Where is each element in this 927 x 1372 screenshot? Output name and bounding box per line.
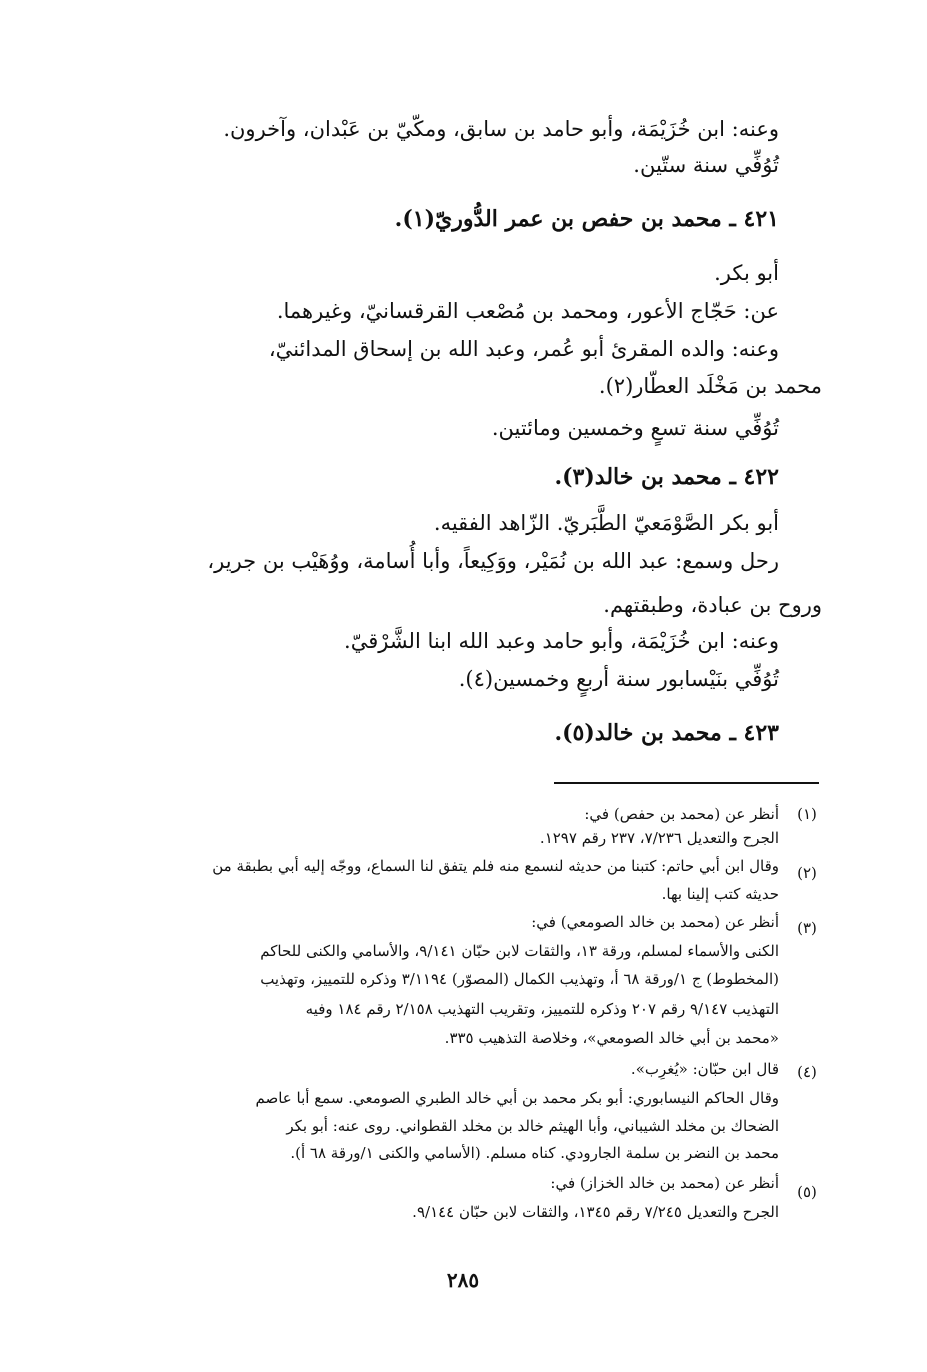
- footnote-line: الكنى والأسماء لمسلم، ورقة ١٣، والثقات لابن حبّان ٩/١٤١، والأسامي والكنى للحاكم: [260, 942, 779, 960]
- footnote-line: (المخطوط) ج ١/ورقة ٦٨ أ، وتهذيب الكمال (المصوّر) ٣/١١٩٤ وذكره للتمييز، وتهذيب: [260, 970, 779, 988]
- footnote-line: محمد بن النضر بن سلمة الجارودي. كناه مسلم. (الأسامي والكنى ١/ورقة ٦٨ أ).: [290, 1144, 779, 1162]
- body-line: تُوُفِّي سنة ستّين.: [633, 153, 779, 177]
- body-line: تُوُفِّي بنَيْسابور سنة أربعٍ وخمسين(٤).: [458, 667, 779, 691]
- body-line: محمد بن مَخْلَد العطّار(٢).: [598, 374, 822, 398]
- footnote-number: (٣): [797, 919, 817, 937]
- body-line: أبو بكر الصَّوْمَعيّ الطَّبَريّ. الزّاهد الفقيه.: [433, 511, 779, 535]
- footnote-line: الجرح والتعديل ٧/٢٣٦، ٢٣٧ رقم ١٢٩٧.: [539, 829, 779, 847]
- footnote-number: (٥): [797, 1183, 817, 1201]
- footnote-line: «محمد بن أبي خالد الصومعي»، وخلاصة التذهيب ٣٣٥.: [444, 1029, 779, 1047]
- footnote-line: حديثه كتب إلينا بها.: [661, 885, 779, 903]
- footnote-line: الضحاك بن مخلد الشيباني، وأبا الهيثم خالد بن مخلد القطواني. روى عنه: أبو بكر: [286, 1117, 779, 1135]
- footnote-number: (٤): [797, 1063, 817, 1081]
- footnote-number: (١): [797, 805, 817, 823]
- footnote-line: التهذيب ٩/١٤٧ رقم ٢٠٧ وذكره للتمييز، وتقريب التهذيب ٢/١٥٨ رقم ١٨٤ وفيه: [305, 1000, 779, 1018]
- footnote-line: وقال الحاكم النيسابوري: أبو بكر محمد بن أبي خالد الطبري الصومعي. سمع أبا عاصم: [255, 1089, 779, 1107]
- body-line: وعنه: والده المقرئ أبو عُمر، وعبد الله بن إسحاق المدائنيّ،: [268, 337, 779, 361]
- body-line: رحل وسمع: عبد الله بن نُمَيْر، ووَكِيعاً، وأبا أُسامة، ووُهَيْب بن جرير،: [207, 549, 779, 573]
- body-line: أبو بكر.: [714, 261, 779, 285]
- entry-heading-421: ٤٢١ ـ محمد بن حفص بن عمر الدُّوريّ(١).: [394, 206, 779, 232]
- footnote-line: أنظر عن (محمد بن خالد الصومعي) في:: [531, 913, 779, 931]
- entry-heading-423: ٤٢٣ ـ محمد بن خالد(٥).: [554, 720, 779, 746]
- body-line: وعنه: ابن خُزَيْمَة، وأبو حامد وعبد الله ابنا الشَّرْقيّ.: [344, 629, 779, 653]
- body-line: وعنه: ابن خُزَيْمَة، وأبو حامد بن سابق، ومكّيّ بن عَبْدان، وآخرون.: [223, 117, 779, 141]
- page-number: ٢٨٥: [446, 1268, 480, 1292]
- footnote-line: الجرح والتعديل ٧/٢٤٥ رقم ١٣٤٥، والثقات لابن حبّان ٩/١٤٤.: [412, 1203, 779, 1221]
- footnote-separator: [554, 782, 819, 784]
- footnote-line: أنظر عن (محمد بن خالد الخزاز) في:: [550, 1174, 779, 1192]
- footnote-line: قال ابن حبّان: «يُغرِب».: [630, 1060, 779, 1078]
- body-line: وروح بن عبادة، وطبقتهم.: [603, 593, 822, 617]
- footnote-number: (٢): [797, 864, 817, 882]
- footnote-line: وقال ابن أبي حاتم: كتبنا من حديثه لنسمع منه فلم يتفق لنا السماع، ووجّه إليه أبي بطبقة من: [212, 857, 779, 875]
- body-line: تُوُفِّي سنة تسعٍ وخمسين ومائتين.: [491, 416, 779, 440]
- footnote-line: أنظر عن (محمد بن حفص) في:: [584, 805, 779, 823]
- entry-heading-422: ٤٢٢ ـ محمد بن خالد(٣).: [554, 464, 779, 490]
- body-line: عن: حَجّاج الأعور، ومحمد بن مُصْعب القرقسانيّ، وغيرهما.: [276, 299, 779, 323]
